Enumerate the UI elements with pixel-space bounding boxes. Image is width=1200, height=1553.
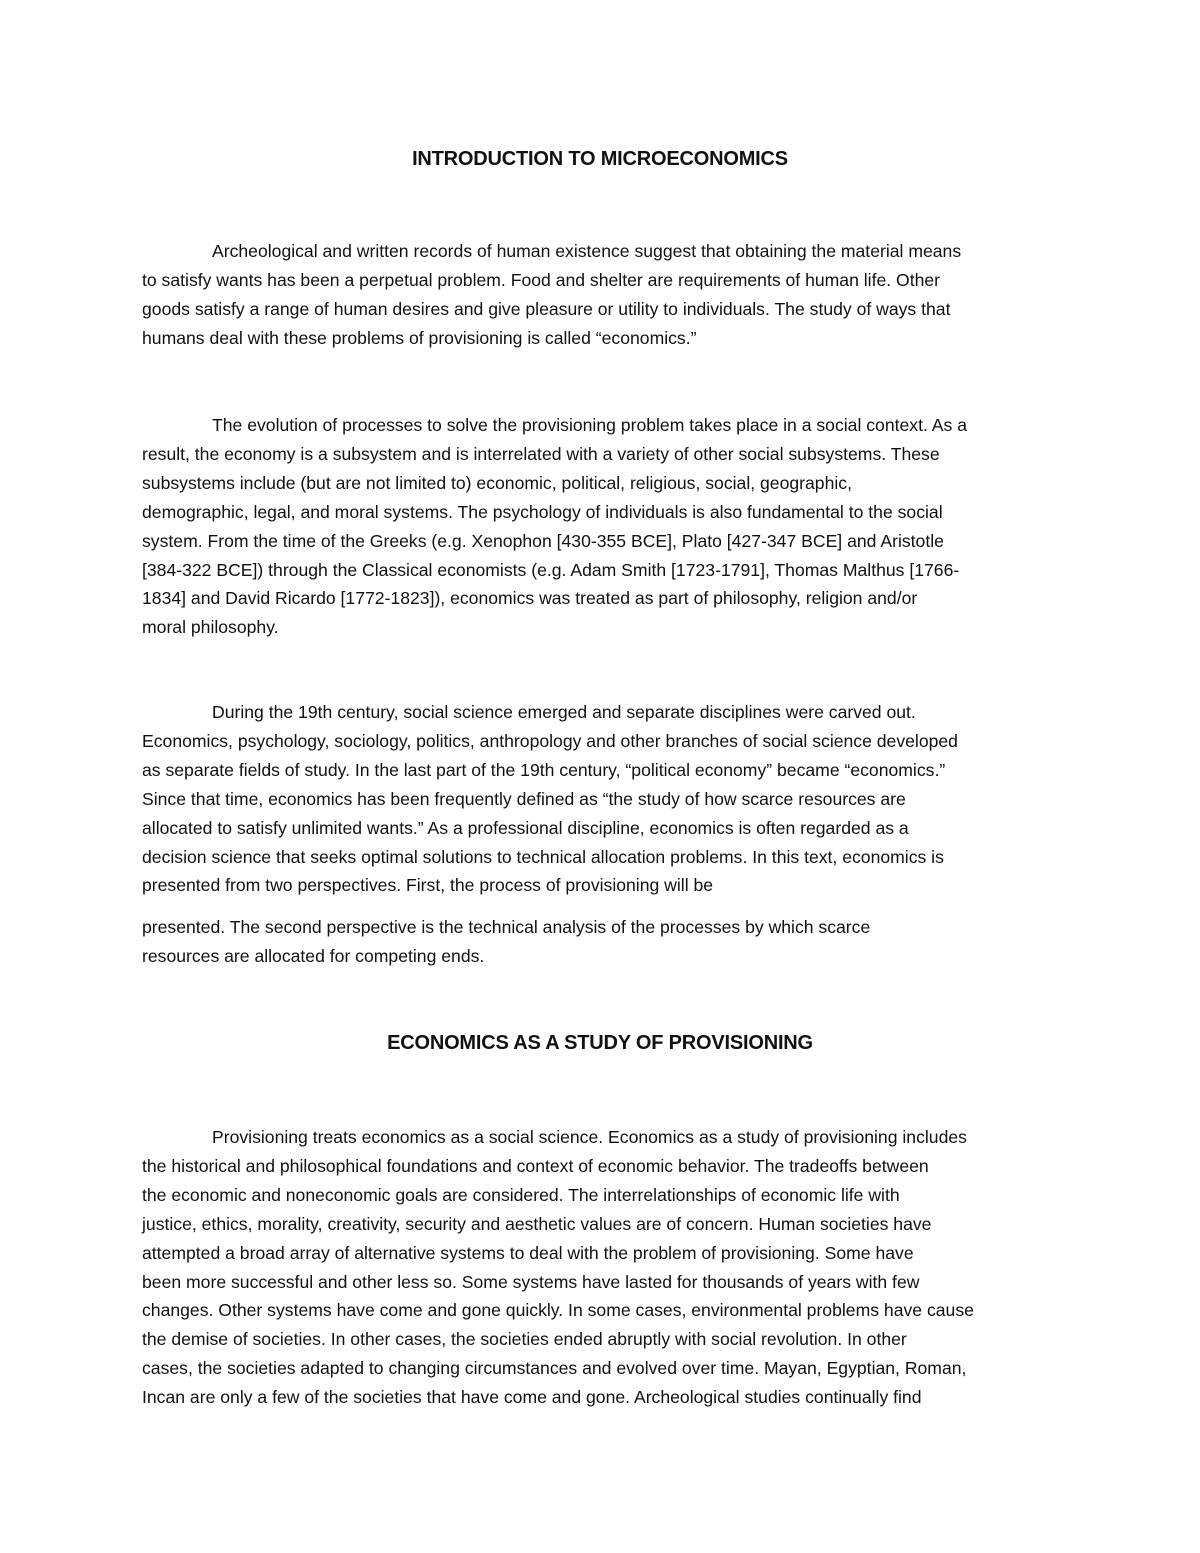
paragraph-line: humans deal with these problems of provisioning is called “economics.”: [142, 327, 697, 348]
paragraph-line: 1834] and David Ricardo [1772-1823]), economics was treated as part of philosophy, religion and/or: [142, 588, 918, 609]
paragraph-line: resources are allocated for competing ends.: [142, 945, 485, 966]
paragraph-line: cases, the societies adapted to changing circumstances and evolved over time. Mayan, Egyptian, Roman,: [142, 1358, 967, 1379]
paragraph-3: [142, 698, 1062, 900]
paragraph-5: [142, 1123, 1062, 1412]
paragraph-line: the historical and philosophical foundations and context of economic behavior. The tradeoffs between: [142, 1155, 929, 1176]
paragraph-line: decision science that seeks optimal solutions to technical allocation problems. In this text, economics is: [142, 846, 944, 867]
paragraph-line: the economic and noneconomic goals are considered. The interrelationships of economic life with: [142, 1184, 900, 1205]
paragraph-line: moral philosophy.: [142, 617, 279, 638]
section-heading: ECONOMICS AS A STUDY OF PROVISIONING: [387, 1032, 813, 1054]
paragraph-line: allocated to satisfy unlimited wants.” As a professional discipline, economics is often regarded as a: [142, 817, 909, 838]
paragraph-line: Economics, psychology, sociology, politics, anthropology and other branches of social science developed: [142, 730, 958, 751]
paragraph-line: Since that time, economics has been frequently defined as “the study of how scarce resources are: [142, 788, 906, 809]
paragraph-line: presented. The second perspective is the technical analysis of the processes by which scarce: [142, 917, 871, 937]
paragraph-line: to satisfy wants has been a perpetual problem. Food and shelter are requirements of human life. Other: [142, 269, 941, 290]
paragraph-line: system. From the time of the Greeks (e.g. Xenophon [430-355 BCE], Plato [427-347 BCE] and Aristotle: [142, 530, 944, 551]
paragraph-line: presented from two perspectives. First, the process of provisioning will be: [142, 875, 714, 896]
paragraph-line: subsystems include (but are not limited to) economic, political, religious, social, geographic,: [142, 472, 852, 493]
paragraph-2: [142, 411, 1062, 642]
paragraph-line: result, the economy is a subsystem and is interrelated with a variety of other social subsystems. These: [142, 443, 940, 464]
paragraph-line: the demise of societies. In other cases, the societies ended abruptly with social revolution. In other: [142, 1329, 907, 1350]
paragraph-line: demographic, legal, and moral systems. The psychology of individuals is also fundamental to the social: [142, 501, 943, 522]
paragraph-line: goods satisfy a range of human desires and give pleasure or utility to individuals. The study of ways that: [142, 298, 951, 319]
paragraph-line: been more successful and other less so. Some systems have lasted for thousands of years with few: [142, 1271, 920, 1292]
paragraph-line: Incan are only a few of the societies that have come and gone. Archeological studies continually find: [142, 1387, 922, 1408]
paragraph-line: [384-322 BCE]) through the Classical economists (e.g. Adam Smith [1723-1791], Thomas Malthus [1766-: [142, 559, 960, 580]
paragraph-line: justice, ethics, morality, creativity, security and aesthetic values are of concern. Human societies have: [142, 1213, 932, 1234]
paragraph-1: [142, 237, 1062, 353]
paragraph-line: Provisioning treats economics as a social science. Economics as a study of provisioning includes: [212, 1127, 967, 1147]
paragraph-line: The evolution of processes to solve the provisioning problem takes place in a social context. As a: [212, 415, 967, 435]
document-title: INTRODUCTION TO MICROECONOMICS: [412, 148, 788, 170]
paragraph-line: Archeological and written records of human existence suggest that obtaining the material means: [212, 241, 962, 261]
paragraph-4: [142, 913, 1062, 971]
paragraph-line: as separate fields of study. In the last part of the 19th century, “political economy” became “economics.”: [142, 759, 946, 780]
paragraph-line: attempted a broad array of alternative systems to deal with the problem of provisioning. Some have: [142, 1242, 914, 1263]
paragraph-line: changes. Other systems have come and gone quickly. In some cases, environmental problems have cause: [142, 1300, 974, 1321]
paragraph-line: During the 19th century, social science emerged and separate disciplines were carved out.: [212, 702, 916, 722]
